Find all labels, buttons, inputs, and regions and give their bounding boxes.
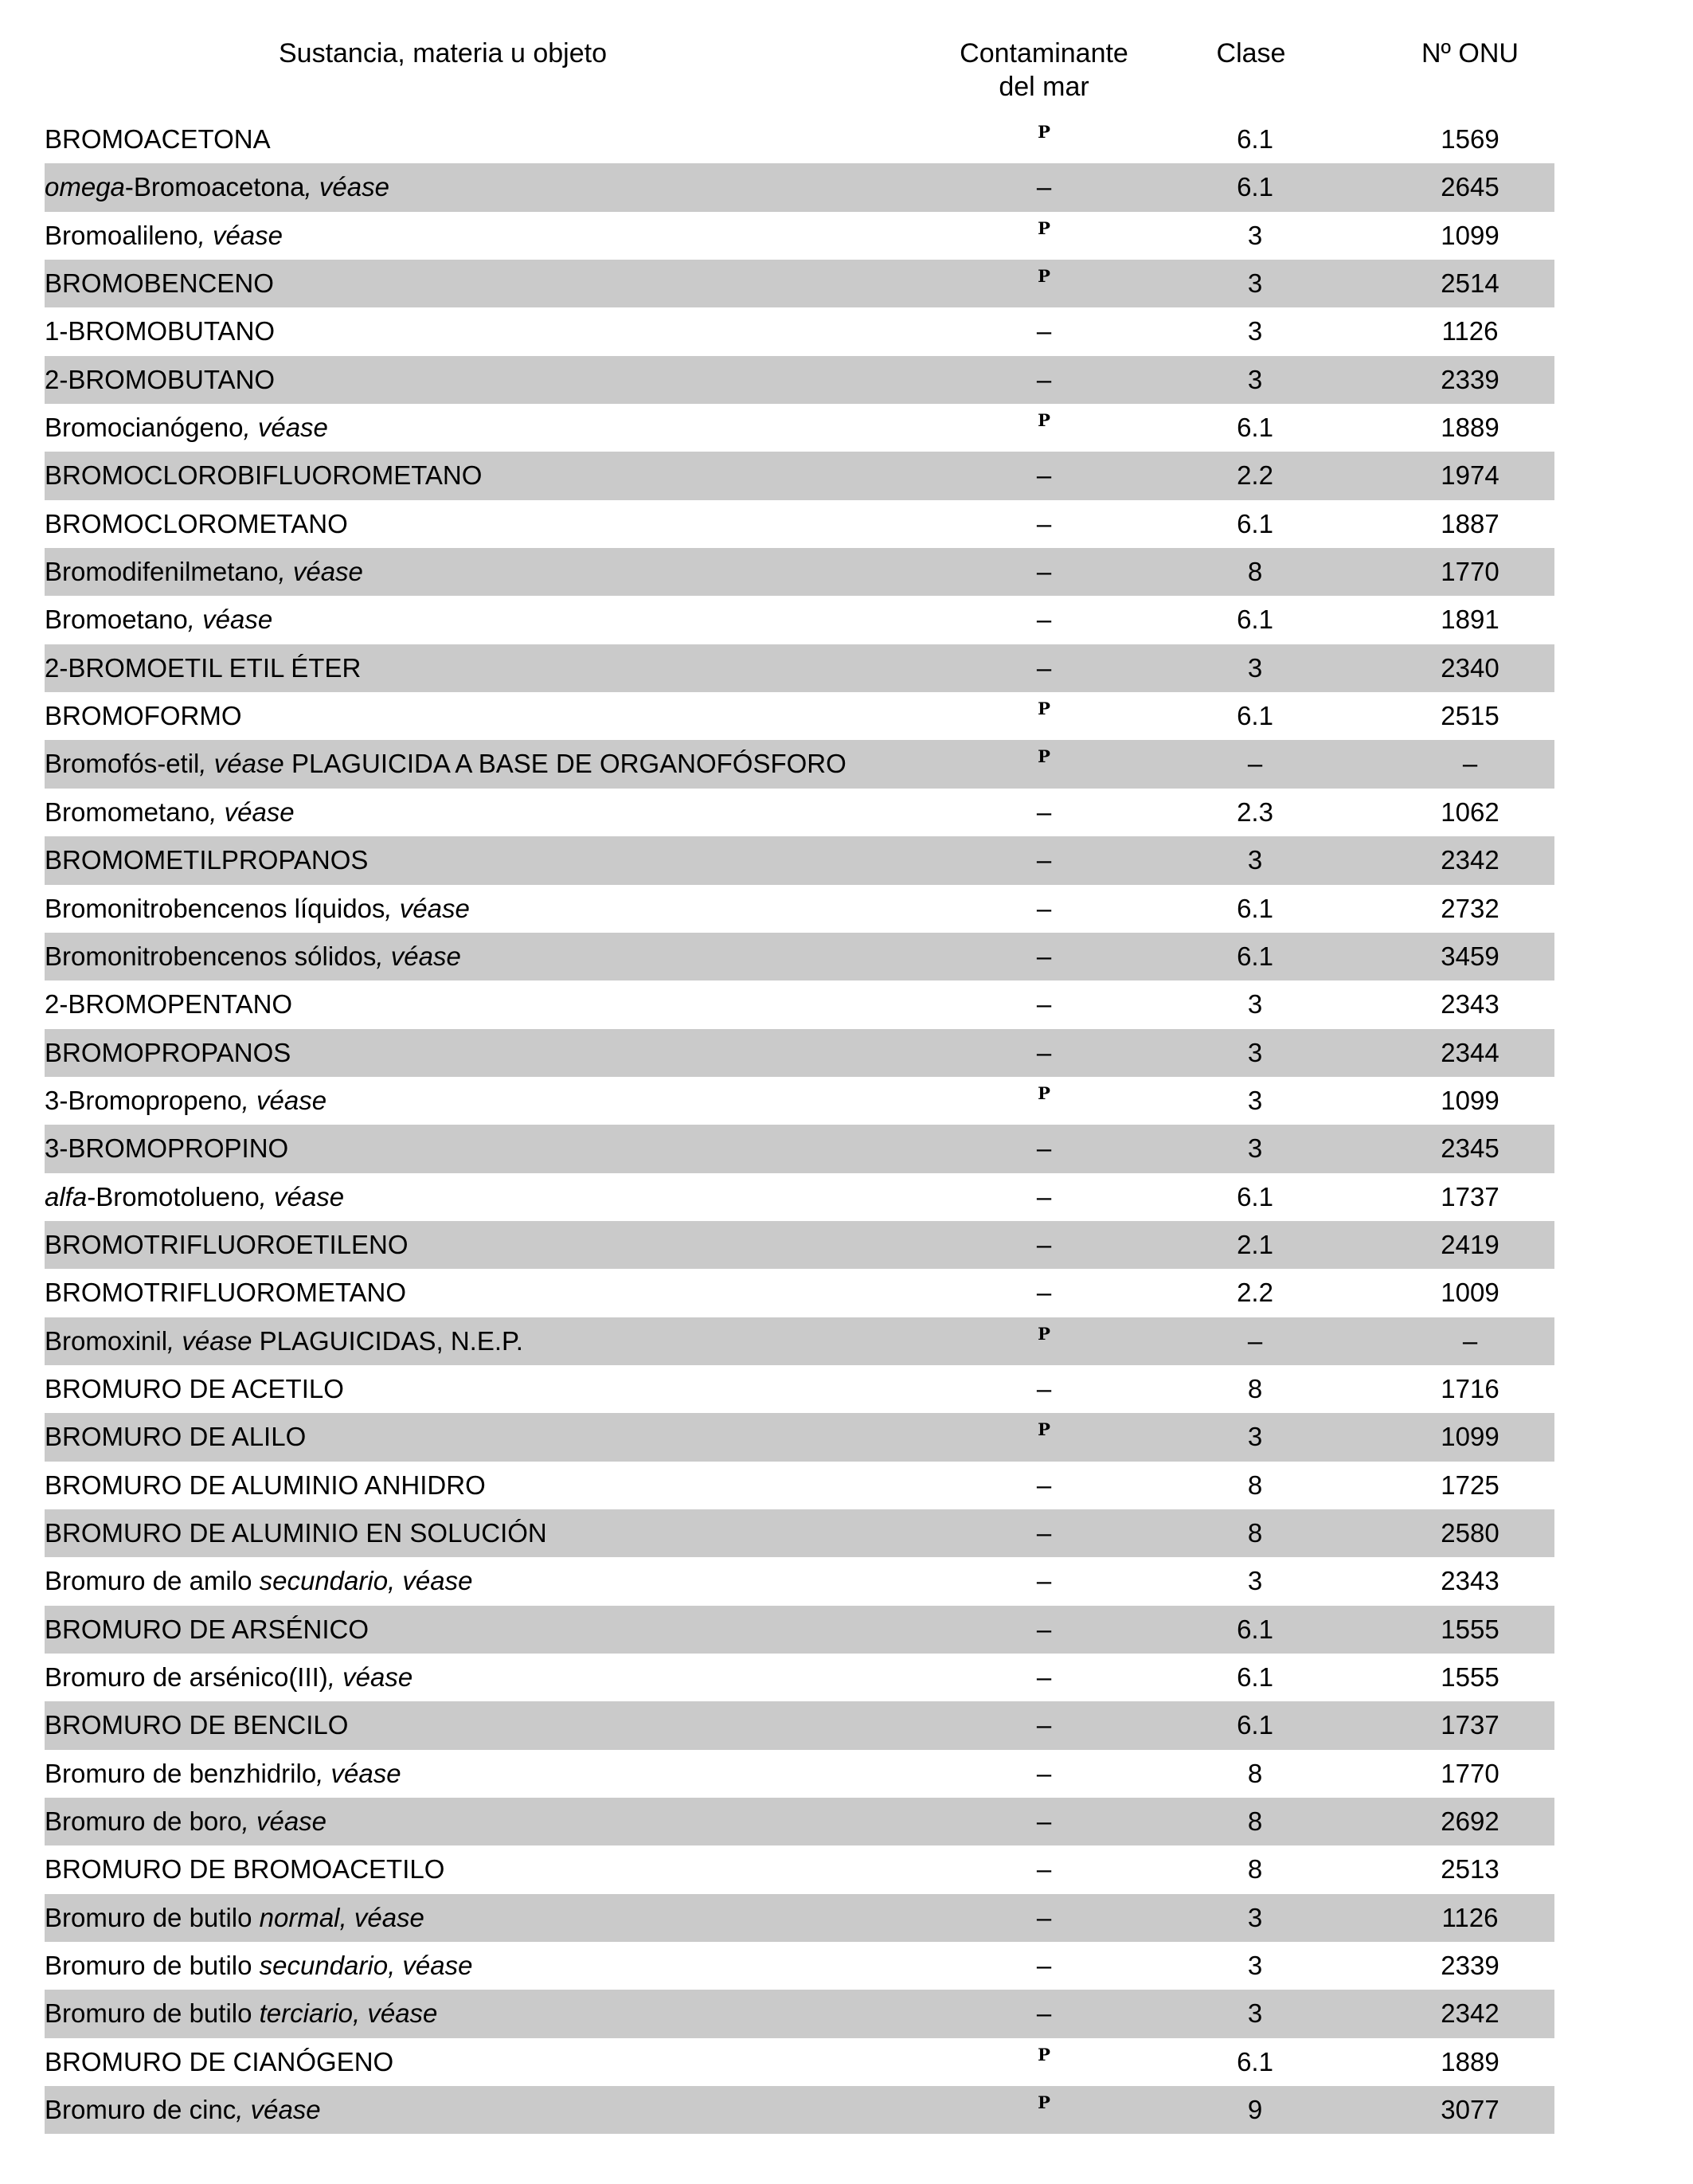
cell-contaminante: P — [1038, 1419, 1050, 1440]
cell-onu: 2343 — [1441, 1566, 1499, 1596]
cell-clase: 3 — [1247, 1566, 1263, 1596]
cell-contaminante: – — [1036, 989, 1052, 1020]
table-row — [45, 1654, 1554, 1701]
cell-onu: 2692 — [1441, 1806, 1499, 1837]
cell-sustancia — [45, 1462, 486, 1509]
cell-sustancia-part: , véase — [327, 1662, 413, 1692]
cell-sustancia-part: BROMURO DE ARSÉNICO — [45, 1614, 369, 1644]
cell-clase: 8 — [1247, 1758, 1263, 1788]
cell-sustancia-part: BROMOCLOROBIFLUOROMETANO — [45, 460, 483, 491]
cell-contaminante: – — [1036, 1662, 1052, 1692]
cell-sustancia — [45, 1509, 547, 1557]
cell-sustancia — [45, 1077, 326, 1125]
table-row — [45, 1798, 1554, 1845]
cell-onu: 2339 — [1441, 1951, 1499, 1981]
cell-sustancia-part: , véase — [241, 1806, 327, 1837]
cell-sustancia-part: 3-Bromopropeno — [45, 1085, 242, 1115]
cell-contaminante: P — [1038, 1082, 1050, 1103]
cell-contaminante: – — [1036, 316, 1052, 346]
cell-sustancia-part: Bromuro de boro — [45, 1806, 242, 1837]
table-row — [45, 596, 1554, 644]
cell-sustancia — [45, 1894, 424, 1942]
cell-sustancia — [45, 260, 274, 307]
cell-sustancia — [45, 1029, 291, 1077]
cell-sustancia-part: , véase — [259, 1181, 345, 1211]
substance-table — [45, 0, 1554, 2134]
cell-sustancia — [45, 1125, 288, 1172]
cell-sustancia — [45, 1845, 444, 1893]
cell-contaminante: – — [1036, 1373, 1052, 1403]
table-row — [45, 1365, 1554, 1413]
cell-sustancia-part: Bromuro de cinc — [45, 2095, 237, 2125]
table-row — [45, 2038, 1554, 2086]
table-row — [45, 500, 1554, 548]
cell-onu: 2342 — [1441, 845, 1499, 875]
table-row — [45, 404, 1554, 452]
table-row — [45, 644, 1554, 692]
cell-sustancia-part: 2-BROMOBUTANO — [45, 364, 276, 394]
cell-sustancia — [45, 1798, 326, 1845]
cell-clase: 6.1 — [1237, 893, 1273, 923]
cell-clase: 2.3 — [1237, 796, 1273, 827]
cell-clase: 3 — [1247, 845, 1263, 875]
cell-sustancia — [45, 1654, 412, 1701]
cell-onu: 2340 — [1441, 652, 1499, 683]
cell-sustancia — [45, 980, 292, 1028]
cell-clase: 3 — [1247, 316, 1263, 346]
cell-sustancia-part: -Bromotolueno — [87, 1181, 260, 1211]
cell-contaminante: – — [1036, 1181, 1052, 1211]
cell-clase: 3 — [1247, 1422, 1263, 1452]
cell-sustancia-part: 1-BROMOBUTANO — [45, 316, 276, 346]
cell-onu: 1555 — [1441, 1662, 1499, 1692]
cell-contaminante: – — [1036, 1614, 1052, 1644]
cell-contaminante: P — [1038, 2092, 1050, 2113]
cell-sustancia-part: , véase — [316, 1758, 401, 1788]
cell-onu: 1009 — [1441, 1278, 1499, 1308]
cell-sustancia — [45, 307, 275, 355]
cell-contaminante: – — [1036, 605, 1052, 635]
cell-sustancia-part: Bromuro de arsénico(III) — [45, 1662, 328, 1692]
cell-sustancia-part: , véase — [304, 172, 389, 202]
header-sustancia: Sustancia, materia u objeto — [278, 38, 608, 68]
cell-sustancia-part: BROMURO DE ALUMINIO EN SOLUCIÓN — [45, 1517, 547, 1548]
cell-contaminante: – — [1036, 893, 1052, 923]
cell-clase: 3 — [1247, 989, 1263, 1020]
cell-sustancia-part: , véase — [197, 220, 283, 250]
cell-contaminante: – — [1036, 1902, 1052, 1932]
cell-onu: 2580 — [1441, 1517, 1499, 1548]
cell-sustancia-part: Bromuro de benzhidrilo — [45, 1758, 317, 1788]
cell-sustancia-part: , véase — [167, 1325, 252, 1356]
table-row — [45, 1317, 1554, 1365]
cell-onu: – — [1462, 1325, 1478, 1356]
header-contaminante-line1: Contaminante — [960, 38, 1128, 68]
cell-sustancia — [45, 1701, 348, 1749]
cell-sustancia-part: , véase — [385, 893, 470, 923]
table-row — [45, 307, 1554, 355]
cell-sustancia-part: normal, véase — [259, 1902, 424, 1932]
cell-onu: 2645 — [1441, 172, 1499, 202]
cell-clase: 8 — [1247, 1806, 1263, 1837]
cell-sustancia — [45, 1413, 306, 1461]
cell-contaminante: – — [1036, 1278, 1052, 1308]
cell-onu: – — [1462, 749, 1478, 779]
cell-onu: 1974 — [1441, 460, 1499, 491]
table-row — [45, 980, 1554, 1028]
cell-contaminante: P — [1038, 410, 1050, 431]
cell-clase: 6.1 — [1237, 1662, 1273, 1692]
cell-onu: 2343 — [1441, 989, 1499, 1020]
cell-sustancia-part: alfa — [45, 1181, 88, 1211]
cell-sustancia-part: Bromonitrobencenos sólidos — [45, 941, 377, 971]
cell-clase: 3 — [1247, 268, 1263, 299]
cell-sustancia-part: Bromoalileno — [45, 220, 198, 250]
cell-sustancia — [45, 596, 272, 644]
cell-sustancia-part: BROMOTRIFLUOROMETANO — [45, 1278, 407, 1308]
cell-onu: 1889 — [1441, 2046, 1499, 2076]
cell-clase: 8 — [1247, 1517, 1263, 1548]
cell-onu: 1555 — [1441, 1614, 1499, 1644]
table-row — [45, 740, 1554, 788]
cell-sustancia-part: Bromofós-etil — [45, 749, 200, 779]
cell-clase: 6.1 — [1237, 605, 1273, 635]
cell-sustancia-part: BROMOACETONA — [45, 124, 271, 154]
header-contaminante — [913, 37, 1175, 104]
cell-sustancia-part: -Bromoacetona — [124, 172, 305, 202]
cell-sustancia — [45, 644, 361, 692]
cell-contaminante: – — [1036, 1806, 1052, 1837]
cell-sustancia-part: Bromodifenilmetano — [45, 557, 279, 587]
cell-clase: 6.1 — [1237, 1181, 1273, 1211]
cell-onu: 1770 — [1441, 1758, 1499, 1788]
cell-contaminante: P — [1038, 266, 1050, 287]
cell-sustancia — [45, 1317, 523, 1365]
cell-contaminante: – — [1036, 172, 1052, 202]
cell-contaminante: – — [1036, 557, 1052, 587]
cell-onu: 1737 — [1441, 1181, 1499, 1211]
cell-sustancia-part: Bromuro de amilo — [45, 1566, 260, 1596]
cell-sustancia — [45, 2086, 321, 2134]
cell-clase: 3 — [1247, 1085, 1263, 1115]
cell-sustancia-part: BROMOBENCENO — [45, 268, 274, 299]
cell-contaminante: – — [1036, 652, 1052, 683]
cell-sustancia-part: , véase — [376, 941, 461, 971]
cell-onu: 1099 — [1441, 1422, 1499, 1452]
table-row — [45, 1509, 1554, 1557]
cell-clase: 6.1 — [1237, 124, 1273, 154]
cell-sustancia — [45, 1750, 401, 1798]
cell-sustancia — [45, 1221, 409, 1269]
cell-sustancia — [45, 1269, 406, 1317]
cell-sustancia-part: BROMOTRIFLUOROETILENO — [45, 1229, 409, 1259]
table-body — [45, 115, 1554, 2134]
cell-onu: 2419 — [1441, 1229, 1499, 1259]
cell-onu: 2345 — [1441, 1133, 1499, 1164]
cell-contaminante: P — [1038, 699, 1050, 719]
cell-clase: – — [1247, 749, 1263, 779]
table-row — [45, 2086, 1554, 2134]
table-row — [45, 1557, 1554, 1605]
cell-clase: 2.2 — [1237, 460, 1273, 491]
cell-sustancia-part: BROMURO DE CIANÓGENO — [45, 2046, 394, 2076]
table-row — [45, 163, 1554, 211]
cell-sustancia — [45, 115, 271, 163]
cell-sustancia-part: BROMURO DE ALILO — [45, 1422, 307, 1452]
table-row — [45, 1750, 1554, 1798]
cell-sustancia-part: , véase — [209, 796, 295, 827]
table-row — [45, 1894, 1554, 1942]
cell-sustancia-part: , véase — [241, 1085, 327, 1115]
table-row — [45, 692, 1554, 740]
cell-sustancia — [45, 163, 389, 211]
cell-sustancia — [45, 1557, 472, 1605]
cell-sustancia — [45, 692, 241, 740]
table-row — [45, 933, 1554, 980]
cell-onu: 2515 — [1441, 701, 1499, 731]
cell-sustancia-part: BROMURO DE BROMOACETILO — [45, 1854, 445, 1885]
cell-sustancia-part: PLAGUICIDA A BASE DE ORGANOFÓSFORO — [283, 749, 846, 779]
cell-contaminante: – — [1036, 460, 1052, 491]
cell-clase: 3 — [1247, 220, 1263, 250]
cell-sustancia-part: PLAGUICIDAS, N.E.P. — [252, 1325, 523, 1356]
cell-contaminante: – — [1036, 941, 1052, 971]
cell-sustancia-part: omega — [45, 172, 125, 202]
table-row — [45, 1077, 1554, 1125]
cell-sustancia — [45, 885, 470, 933]
cell-clase: 2.1 — [1237, 1229, 1273, 1259]
cell-clase: 6.1 — [1237, 172, 1273, 202]
cell-onu: 1099 — [1441, 220, 1499, 250]
cell-clase: 6.1 — [1237, 701, 1273, 731]
header-clase: Clase — [1216, 38, 1286, 68]
cell-contaminante: P — [1038, 122, 1050, 142]
table-row — [45, 789, 1554, 836]
cell-onu: 3459 — [1441, 941, 1499, 971]
table-row — [45, 1845, 1554, 1893]
cell-sustancia — [45, 836, 368, 884]
cell-sustancia-part: BROMOMETILPROPANOS — [45, 845, 369, 875]
cell-contaminante: – — [1036, 1566, 1052, 1596]
table-row — [45, 356, 1554, 404]
cell-sustancia-part: 3-BROMOPROPINO — [45, 1133, 289, 1164]
cell-sustancia-part: Bromonitrobencenos líquidos — [45, 893, 385, 923]
header-contaminante-line2: del mar — [999, 72, 1089, 102]
cell-onu: 1126 — [1441, 1902, 1499, 1932]
cell-sustancia-part: secundario, véase — [259, 1951, 473, 1981]
cell-sustancia — [45, 212, 283, 260]
cell-sustancia — [45, 740, 846, 788]
table-row — [45, 1606, 1554, 1654]
cell-clase: 3 — [1247, 652, 1263, 683]
cell-onu: 1716 — [1441, 1373, 1499, 1403]
cell-sustancia-part: , véase — [199, 749, 284, 779]
cell-contaminante: – — [1036, 508, 1052, 538]
cell-clase: 3 — [1247, 1998, 1263, 2029]
table-row — [45, 1701, 1554, 1749]
cell-clase: 6.1 — [1237, 1614, 1273, 1644]
cell-contaminante: P — [1038, 2044, 1050, 2065]
table-row — [45, 548, 1554, 596]
cell-sustancia — [45, 933, 461, 980]
cell-sustancia-part: secundario, véase — [259, 1566, 473, 1596]
cell-contaminante: P — [1038, 1323, 1050, 1344]
cell-clase: 8 — [1247, 1373, 1263, 1403]
cell-onu: 2513 — [1441, 1854, 1499, 1885]
cell-clase: 3 — [1247, 1902, 1263, 1932]
cell-onu: 1889 — [1441, 413, 1499, 443]
cell-sustancia — [45, 2038, 393, 2086]
cell-sustancia-part: , véase — [187, 605, 273, 635]
cell-clase: 3 — [1247, 1037, 1263, 1067]
cell-clase: 6.1 — [1237, 2046, 1273, 2076]
cell-clase: – — [1247, 1325, 1263, 1356]
table-row — [45, 1125, 1554, 1172]
cell-clase: 6.1 — [1237, 941, 1273, 971]
cell-sustancia-part: Bromuro de butilo — [45, 1998, 260, 2029]
cell-onu: 2514 — [1441, 268, 1499, 299]
table-row — [45, 452, 1554, 499]
table-row — [45, 260, 1554, 307]
cell-contaminante: – — [1036, 364, 1052, 394]
header-onu: Nº ONU — [1421, 38, 1519, 68]
cell-contaminante: P — [1038, 217, 1050, 238]
cell-sustancia — [45, 356, 275, 404]
cell-contaminante: – — [1036, 1229, 1052, 1259]
cell-contaminante: – — [1036, 1470, 1052, 1500]
table-row — [45, 1413, 1554, 1461]
cell-clase: 9 — [1247, 2095, 1263, 2125]
cell-contaminante: – — [1036, 1951, 1052, 1981]
cell-clase: 3 — [1247, 1951, 1263, 1981]
cell-onu: 1099 — [1441, 1085, 1499, 1115]
cell-clase: 8 — [1247, 557, 1263, 587]
cell-sustancia — [45, 789, 295, 836]
cell-onu: 1569 — [1441, 124, 1499, 154]
cell-contaminante: – — [1036, 845, 1052, 875]
cell-clase: 8 — [1247, 1854, 1263, 1885]
cell-sustancia-part: Bromocianógeno — [45, 413, 244, 443]
table-row — [45, 1462, 1554, 1509]
cell-sustancia-part: BROMURO DE BENCILO — [45, 1710, 349, 1740]
cell-contaminante: – — [1036, 1758, 1052, 1788]
cell-contaminante: – — [1036, 1517, 1052, 1548]
table-row — [45, 212, 1554, 260]
cell-onu: 2732 — [1441, 893, 1499, 923]
cell-clase: 2.2 — [1237, 1278, 1273, 1308]
table-row — [45, 1269, 1554, 1317]
table-row — [45, 885, 1554, 933]
cell-onu: 1887 — [1441, 508, 1499, 538]
cell-onu: 3077 — [1441, 2095, 1499, 2125]
cell-sustancia — [45, 1173, 344, 1221]
cell-sustancia — [45, 548, 363, 596]
cell-clase: 8 — [1247, 1470, 1263, 1500]
cell-contaminante: – — [1036, 1710, 1052, 1740]
cell-onu: 1770 — [1441, 557, 1499, 587]
cell-onu: 2342 — [1441, 1998, 1499, 2029]
cell-clase: 3 — [1247, 364, 1263, 394]
cell-sustancia-part: Bromoetano — [45, 605, 188, 635]
cell-sustancia-part: , véase — [278, 557, 363, 587]
cell-sustancia-part: BROMURO DE ACETILO — [45, 1373, 344, 1403]
cell-sustancia — [45, 1606, 369, 1654]
table-row — [45, 1221, 1554, 1269]
cell-contaminante: – — [1036, 1854, 1052, 1885]
cell-sustancia — [45, 1990, 437, 2037]
cell-sustancia-part: Bromuro de butilo — [45, 1902, 260, 1932]
table-header — [45, 0, 1554, 115]
cell-contaminante: P — [1038, 746, 1050, 767]
table-row — [45, 1990, 1554, 2037]
cell-sustancia-part: 2-BROMOPENTANO — [45, 989, 293, 1020]
cell-sustancia-part: BROMOCLOROMETANO — [45, 508, 348, 538]
cell-clase: 3 — [1247, 1133, 1263, 1164]
cell-sustancia — [45, 1942, 472, 1990]
cell-contaminante: – — [1036, 796, 1052, 827]
table-row — [45, 1029, 1554, 1077]
cell-clase: 6.1 — [1237, 413, 1273, 443]
cell-onu: 1891 — [1441, 605, 1499, 635]
cell-sustancia-part: 2-BROMOETIL ETIL ÉTER — [45, 652, 362, 683]
cell-onu: 1062 — [1441, 796, 1499, 827]
cell-onu: 1126 — [1441, 316, 1499, 346]
cell-sustancia — [45, 500, 348, 548]
cell-sustancia-part: Bromoxinil — [45, 1325, 168, 1356]
cell-contaminante: – — [1036, 1998, 1052, 2029]
cell-contaminante: – — [1036, 1133, 1052, 1164]
cell-contaminante: – — [1036, 1037, 1052, 1067]
cell-sustancia — [45, 404, 328, 452]
cell-onu: 2344 — [1441, 1037, 1499, 1067]
cell-sustancia-part: BROMOPROPANOS — [45, 1037, 291, 1067]
cell-onu: 2339 — [1441, 364, 1499, 394]
cell-sustancia-part: , véase — [236, 2095, 321, 2125]
cell-sustancia-part: terciario, véase — [259, 1998, 438, 2029]
cell-sustancia-part: , véase — [243, 413, 328, 443]
table-row — [45, 1942, 1554, 1990]
table-row — [45, 836, 1554, 884]
cell-sustancia — [45, 1365, 344, 1413]
cell-sustancia-part: Bromometano — [45, 796, 210, 827]
cell-sustancia-part: BROMOFORMO — [45, 701, 242, 731]
table-row — [45, 115, 1554, 163]
table-row — [45, 1173, 1554, 1221]
cell-sustancia-part: BROMURO DE ALUMINIO ANHIDRO — [45, 1470, 486, 1500]
cell-sustancia — [45, 452, 482, 499]
cell-sustancia-part: Bromuro de butilo — [45, 1951, 260, 1981]
cell-clase: 6.1 — [1237, 1710, 1273, 1740]
cell-onu: 1725 — [1441, 1470, 1499, 1500]
cell-clase: 6.1 — [1237, 508, 1273, 538]
cell-onu: 1737 — [1441, 1710, 1499, 1740]
